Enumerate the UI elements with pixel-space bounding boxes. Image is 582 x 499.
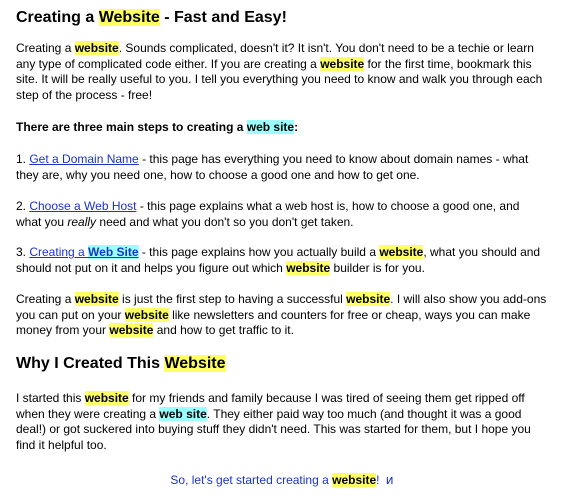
domain-name-link[interactable]: Get a Domain Name [29, 152, 139, 166]
closing-line: So, let's get started creating a website! и [170, 473, 394, 487]
small-glyph-icon: и [385, 473, 394, 487]
creating-web-site-link[interactable]: Creating a Web Site [29, 245, 139, 259]
keyword-highlight: website [84, 391, 129, 405]
keyword-highlight: website [286, 260, 331, 275]
addons-paragraph: Creating a website is just the first step to having a successful website. I will also show you add-ons you can put on your website like newsletters and counters for free or cheap, ways you can make money from your website and how to get traffic to it. [16, 292, 547, 337]
keyword-highlight: website [320, 56, 365, 71]
keyword-highlight: website [74, 292, 119, 306]
keyword-highlight: web site [246, 120, 295, 134]
title-highlight: Website [98, 9, 160, 26]
title-highlight: Website [164, 355, 226, 372]
why-heading: Why I Created This Website [16, 355, 226, 372]
steps-heading: There are three main steps to creating a web site: [16, 120, 299, 134]
page-title: Creating a Website - Fast and Easy! [16, 9, 287, 26]
keyword-highlight: website [124, 307, 169, 322]
intro-paragraph: Creating a website. Sounds complicated, doesn't it? It isn't. You don't need to be a techie or learn any type of complicated code either. If you are creating a website for the first time, bookmark this site. It will be really useful to you. I tell you everything you need to know and walk you through each step of the process - free! [16, 41, 543, 102]
keyword-highlight: Web Site [88, 245, 139, 259]
keyword-highlight: website [332, 473, 377, 487]
why-paragraph: I started this website for my friends and family because I was tired of seeing them get ripped off when they were creating a web site. They either paid way too much (and thought it was a good deal!) or got suckered into buying stuff they didn't need. This was started for them, but I hope you find it helpful too. [16, 391, 531, 452]
keyword-highlight: website [346, 292, 391, 306]
keyword-highlight: web site [159, 406, 207, 421]
keyword-highlight: website [74, 41, 119, 55]
step-2: 2. Choose a Web Host - this page explains what a web host is, how to choose a good one, and what you really need and what you don't so you don't get taken. [16, 199, 520, 229]
step-1: 1. Get a Domain Name - this page has everything you need to know about domain names - what they are, why you need one, how to choose a good one and how to get one. [16, 152, 529, 182]
step-3: 3. Creating a Web Site - this page explains how you actually build a website, what you should and should not put on it and helps you figure out which website builder is for you. [16, 245, 541, 275]
keyword-highlight: website [109, 323, 154, 337]
keyword-highlight: website [379, 245, 424, 259]
web-host-link[interactable]: Choose a Web Host [29, 199, 137, 213]
